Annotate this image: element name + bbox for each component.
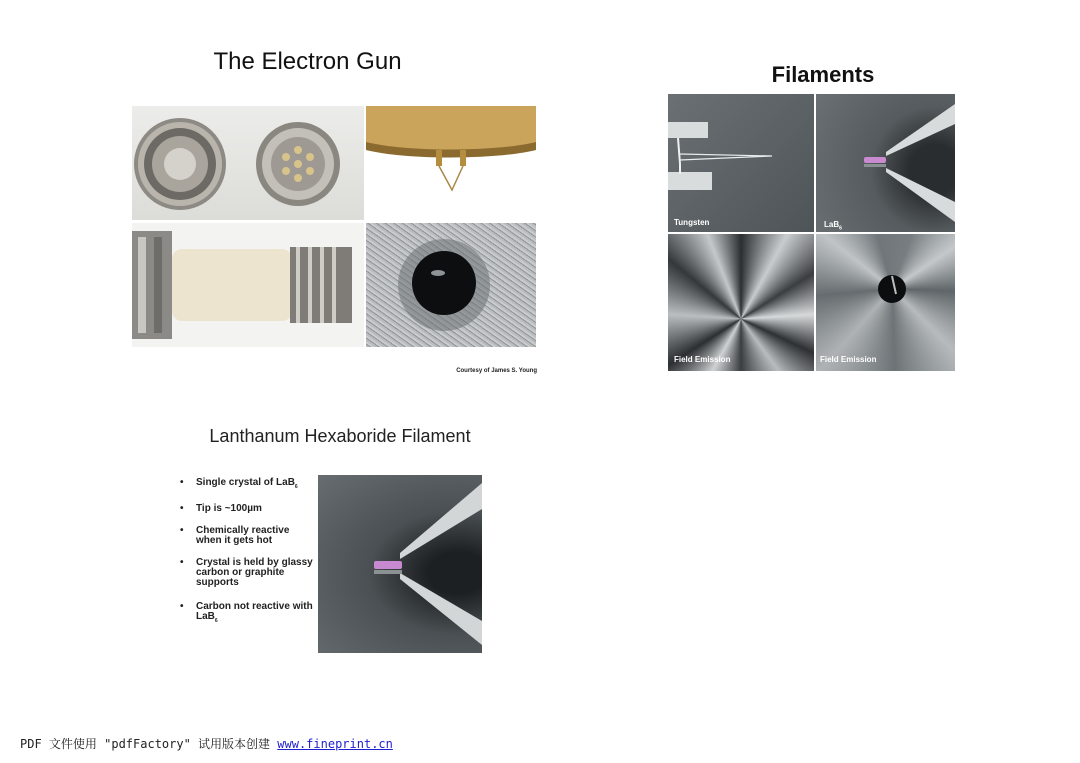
field-emission-label-left: Field Emission [674, 355, 731, 364]
tungsten-label: Tungsten [674, 218, 710, 227]
lab6-bullet-list [180, 478, 315, 626]
bullet-text: Tip is ~100µm [196, 503, 262, 514]
lab6-filament-photo [816, 94, 955, 232]
gun-assembly-photo [132, 106, 364, 220]
bullet-item [180, 478, 315, 492]
electron-gun-title: The Electron Gun [213, 48, 402, 75]
bullet-text: Crystal is held by glassy carbon or graphite supports [196, 557, 313, 588]
gun-base-photo [366, 106, 536, 220]
bullet-text: Chemically reactive when it gets hot [196, 525, 290, 546]
filaments-title: Filaments [771, 62, 875, 87]
bullet-item [180, 602, 315, 626]
footer-text: PDF 文件使用 "pdfFactory" 试用版本创建 [20, 737, 278, 751]
bullet-item [180, 558, 315, 588]
pdf-footer [20, 735, 393, 752]
bullet-subscript: 6 [294, 484, 298, 490]
lab6-filament-closeup-photo [318, 475, 482, 653]
lab6-label-base: LaB [824, 220, 840, 229]
field-emission-label-right: Field Emission [820, 355, 877, 364]
bullet-item [180, 504, 315, 514]
bullet-text: Carbon not reactive with LaB [196, 601, 313, 622]
lab6-label [824, 220, 842, 232]
lab6-label-subscript: 6 [839, 225, 842, 232]
field-emission-tip-photo-left [668, 234, 814, 371]
field-emission-tip-photo-right [816, 234, 955, 371]
courtesy-credit: Courtesy of James S. Young [456, 368, 537, 374]
bullet-text: Single crystal of LaB [196, 477, 295, 488]
gun-cylinder-photo [132, 223, 364, 347]
gun-aperture-photo [366, 223, 536, 347]
footer-link[interactable]: www.fineprint.cn [277, 737, 393, 751]
bullet-item [180, 526, 315, 546]
tungsten-filament-photo [668, 94, 814, 232]
bullet-subscript: 6 [214, 618, 218, 624]
lab6-slide-title: Lanthanum Hexaboride Filament [209, 426, 471, 446]
